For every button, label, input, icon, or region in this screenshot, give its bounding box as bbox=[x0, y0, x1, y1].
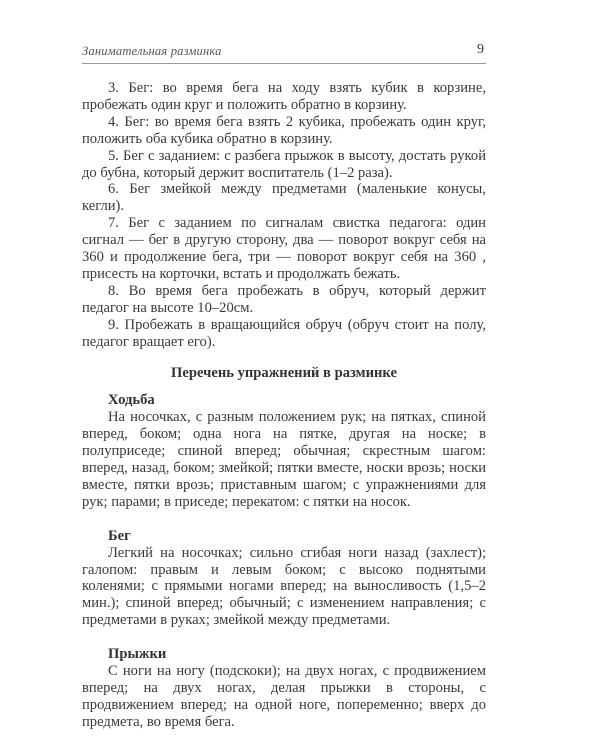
spacer bbox=[82, 511, 486, 528]
running-head bbox=[82, 44, 486, 64]
numbered-item-3: 3. Бег: во время бега на ходу взять кубик в корзине, пробежать один круг и положить обратно в корзину. bbox=[82, 80, 486, 113]
section-heading: Перечень упражнений в разминке bbox=[171, 364, 397, 381]
numbered-item-7: 7. Бег с заданием по сигналам свистка педагога: один сигнал — бег в другую сторону, два — поворот вокруг себя на 360 и продолжение бега, три — поворот вокруг себя на 360 , присесть на корточки, встать и продолжать бежать. bbox=[82, 215, 486, 282]
numbered-item-8: 8. Во время бега пробежать в обруч, который держит педагог на высоте 10–20см. bbox=[82, 282, 486, 316]
subsection-text-walking: На носочках, с разным положением рук; на пятках, спиной вперед, боком; одна нога на пятке, другая на носке; в полуприседе; спиной вперед; обычная; скрестным шагом: вперед, назад, боком; змейкой; пятки вместе, носки врозь; носки вместе, пятки врозь; приставным шагом; с упражнениями для рук; парами; в приседе; перекатом: с пятки на носок. bbox=[82, 409, 486, 510]
numbered-item-4: 4. Бег: во время бега взять 2 кубика, пробежать один круг, положить оба кубика обратно в корзину. bbox=[82, 113, 486, 147]
page-number: 9 bbox=[477, 42, 484, 57]
running-head-title: Занимательная разминка bbox=[82, 44, 222, 58]
numbered-item-6: 6. Бег змейкой между предметами (маленькие конусы, кегли). bbox=[82, 181, 486, 215]
subsection-text-jumping: С ноги на ногу (подскоки); на двух ногах, с продвижением вперед; на двух ногах, делая прыжки в стороны, с продвижением вперед; на одной ноге, попеременно; вверх до предмета, во время бега. bbox=[82, 663, 486, 730]
numbered-item-5: 5. Бег с заданием: с разбега прыжок в высоту, достать рукой до бубна, который держит воспитатель (1–2 раза). bbox=[82, 147, 486, 181]
spacer bbox=[82, 629, 486, 646]
numbered-item-9: 9. Пробежать в вращающийся обруч (обруч стоит на полу, педагог вращает его). bbox=[82, 316, 486, 350]
subsection-title-running: Бег bbox=[108, 527, 131, 544]
subsection-title-jumping: Прыжки bbox=[108, 646, 167, 663]
subsection-title-walking: Ходьба bbox=[108, 392, 155, 409]
subsection-text-running: Легкий на носочках; сильно сгибая ноги назад (захлест); галопом: правым и левым боком; с высоко поднятыми коленями; с прямыми ногами вперед; на выносливость (1,5–2 мин.); спиной вперед; обычный; с изменением направления; с предметами в руках; змейкой между предметами. bbox=[82, 544, 486, 629]
page-body bbox=[82, 80, 486, 731]
